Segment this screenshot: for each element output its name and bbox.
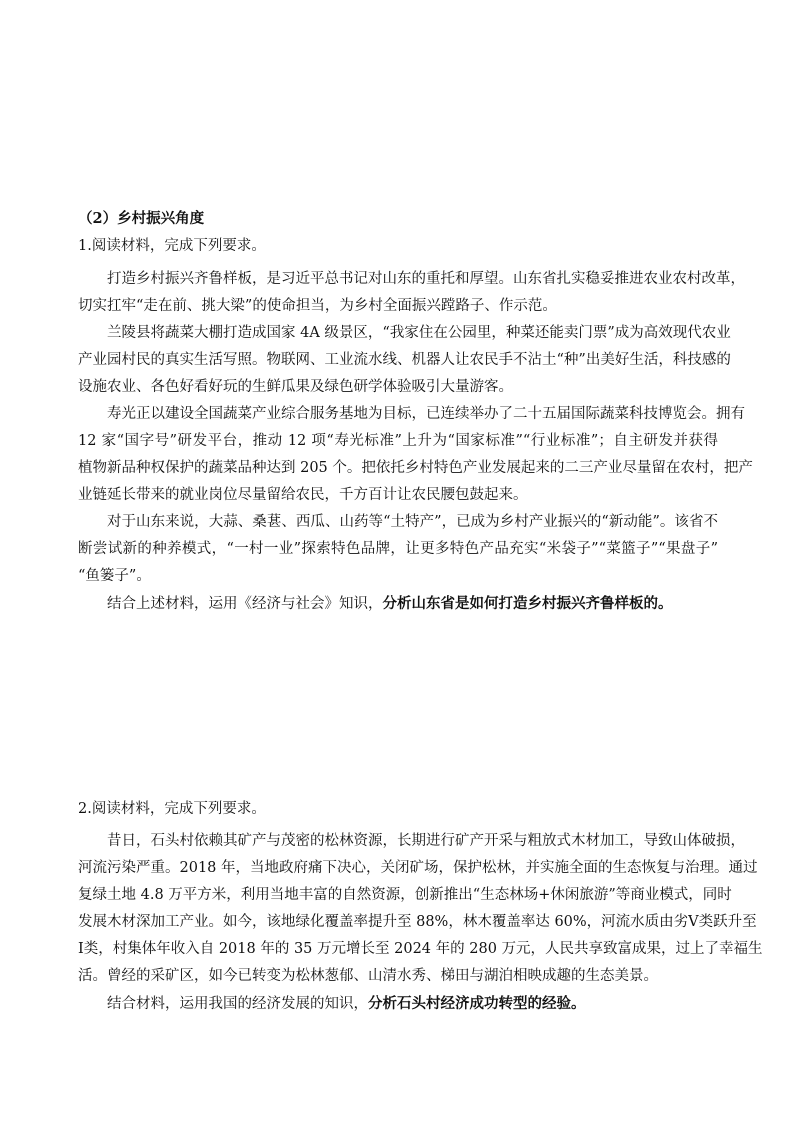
q1-prompt-text: 结合上述材料，运用《经济与社会》知识， [107,596,383,612]
q1-p3-line4: 业链延长带来的就业岗位尽量留给农民，千方百计让农民腰包鼓起来。 [78,487,528,503]
q2-p1-line1: 昔日，石头村依赖其矿产与茂密的松林资源，长期进行矿产开采与粗放式木材加工，导致山体破损， [107,833,745,849]
q1-p4-line3: “鱼篓子”。 [78,568,151,584]
q1-p4-line1: 对于山东来说，大蒜、桑葚、西瓜、山药等“土特产”，已成为乡村产业振兴的“新动能”。该省不 [107,514,718,530]
q1-p2-line1: 兰陵县将蔬菜大棚打造成国家 4A 级景区，“我家住在公园里，种菜还能卖门票”成为高效现代农业 [107,325,731,341]
q2-p1-line3: 复绿土地 4.8 万平方米，利用当地丰富的自然资源，创新推出“生态林场+休闲旅游”等商业模式，同时 [78,887,732,903]
q1-p1-line2: 切实扛牢“走在前、挑大梁”的使命担当，为乡村全面振兴蹚路子、作示范。 [78,298,557,314]
question-2-prompt [78,990,718,1018]
q1-p1-line1: 打造乡村振兴齐鲁样板，是习近平总书记对山东的重托和厚望。山东省扎实稳妥推进农业农村改革， [107,271,745,287]
question-2-material [78,828,763,1018]
q1-p3-line3: 植物新品种权保护的蔬菜品种达到 205 个。把依托乡村特色产业发展起来的二三产业尽量留在农村，把产 [78,460,753,476]
q1-p3-line1: 寿光正以建设全国蔬菜产业综合服务基地为目标，已连续举办了二十五届国际蔬菜科技博览会。拥有 [107,406,745,422]
question-1-title: 1.阅读材料，完成下列要求。 [78,238,266,254]
q2-p1-line4: 发展木材深加工产业。如今，该地绿化覆盖率提升至 88%，林木覆盖率达 60%，河流水质由劣Ⅴ类跃升至 [78,914,757,930]
q2-prompt-text: 结合材料，运用我国的经济发展的知识， [107,996,368,1012]
section-title: （2）乡村振兴角度 [78,210,205,227]
q1-p2-line3: 设施农业、各色好看好玩的生鲜瓜果及绿色研学体验吸引大量游客。 [78,379,513,395]
question-1-material [78,266,753,618]
q2-prompt-emphasis: 分析石头村经济成功转型的经验。 [368,995,586,1012]
q1-p2-line2: 产业园村民的真实生活写照。物联网、工业流水线、机器人让农民手不沾土“种”出美好生活，科技感的 [78,352,731,368]
q2-p1-line2: 河流污染严重。2018 年，当地政府痛下决心，关闭矿场，保护松林，并实施全面的生态恢复与治理。通过 [78,860,758,876]
q2-p1-line6: 活。曾经的采矿区，如今已转变为松林葱郁、山清水秀、梯田与湖泊相映成趣的生态美景。 [78,968,658,984]
question-1-prompt [78,590,718,618]
q1-p4-line2: 断尝试新的种养模式，“一村一业”探索特色品牌，让更多特色产品充实“米袋子”“菜篮子”“果盘子” [78,541,718,557]
q1-prompt-emphasis: 分析山东省是如何打造乡村振兴齐鲁样板的。 [382,595,673,612]
q1-p3-line2: 12 家“国字号”研发平台，推动 12 项“寿光标准”上升为“国家标准”“行业标准”；自主研发并获得 [78,433,718,449]
q2-p1-line5: Ⅰ类，村集体年收入自 2018 年的 35 万元增长至 2024 年的 280 万元，人民共享致富成果，过上了幸福生 [78,941,763,957]
question-2-title: 2.阅读材料，完成下列要求。 [78,801,266,817]
